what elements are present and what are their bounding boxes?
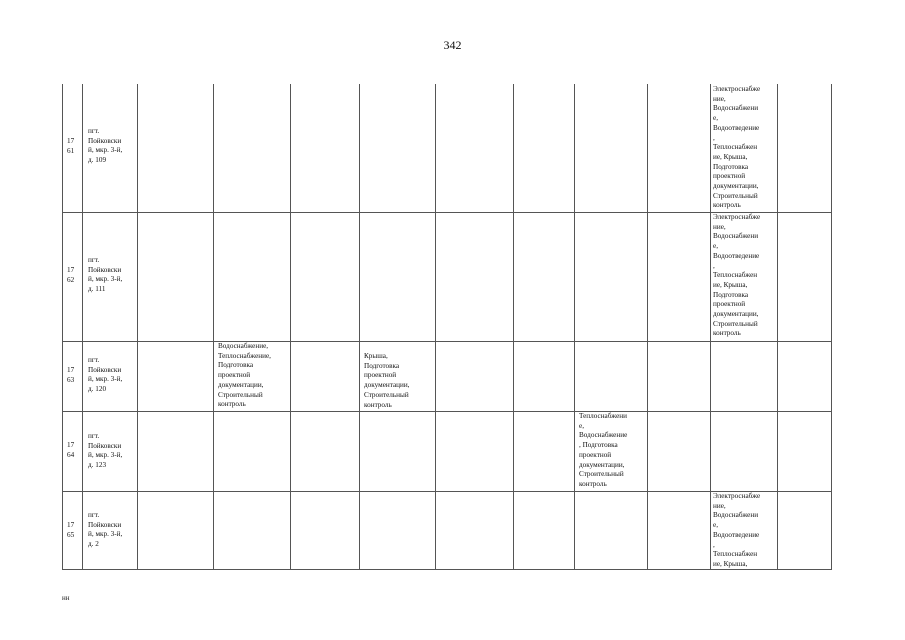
table xyxy=(62,84,832,570)
row-works: Крыша, Подготовка проектной документации, Строительный контроль xyxy=(364,352,410,409)
page-number: 342 xyxy=(443,38,462,52)
row-address: пгт. Пойковски й, мкр. 3-й, д. 123 xyxy=(88,432,123,470)
row-address: пгт. Пойковски й, мкр. 3-й, д. 111 xyxy=(88,256,123,294)
row-works: Электроснабже ние, Водоснабжени е, Водоотведение , Теплоснабжен ие, Крыша, xyxy=(713,492,761,568)
row-address: пгт. Пойковски й, мкр. 3-й, д. 120 xyxy=(88,356,123,394)
row-works: Электроснабже ние, Водоснабжени е, Водоотведение , Теплоснабжен ие, Крыша, Подготовка проектной документации, Строительный контроль xyxy=(713,85,761,210)
row-number: 17 61 xyxy=(67,137,75,155)
row-address: пгт. Пойковски й, мкр. 3-й, д. 109 xyxy=(88,127,123,165)
footer-mark: нн xyxy=(62,594,70,602)
row-works: Электроснабже ние, Водоснабжени е, Водоотведение , Теплоснабжен ие, Крыша, Подготовка проектной документации, Строительный контроль xyxy=(713,213,761,338)
row-number: 17 65 xyxy=(67,521,75,539)
row-number: 17 64 xyxy=(67,441,75,459)
row-works: Теплоснабжени е, Водоснабжение , Подготовка проектной документации, Строительный контроль xyxy=(579,412,628,488)
row-number: 17 62 xyxy=(67,266,75,284)
row-address: пгт. Пойковски й, мкр. 3-й, д. 2 xyxy=(88,511,123,549)
row-number: 17 63 xyxy=(67,366,75,384)
row-works: Водоснабжение, Теплоснабжение, Подготовка проектной документации, Строительный контроль xyxy=(218,342,271,409)
